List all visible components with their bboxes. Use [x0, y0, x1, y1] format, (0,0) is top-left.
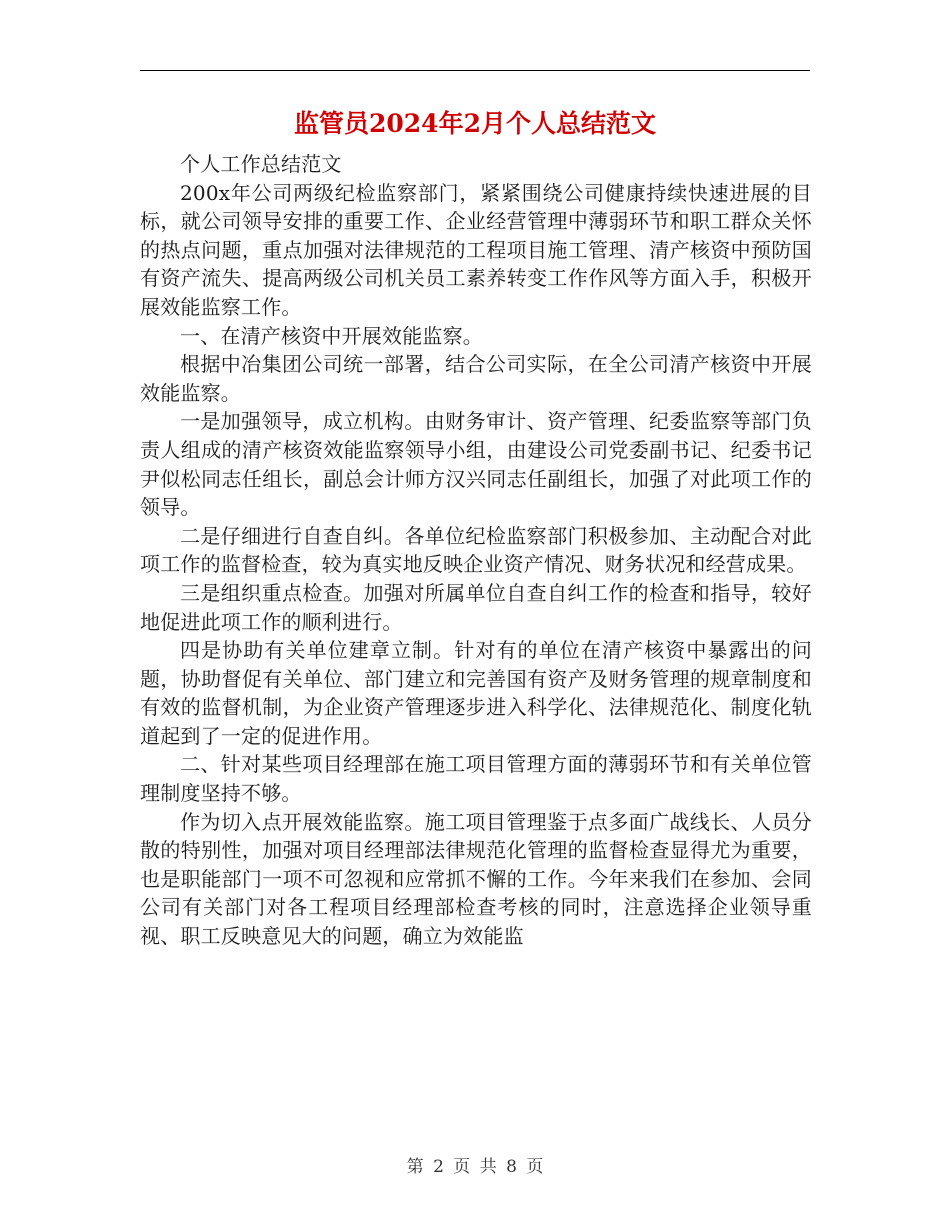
- paragraph-heading-2: 二、针对某些项目经理部在施工项目管理方面的薄弱环节和有关单位管理制度坚持不够。: [140, 752, 812, 806]
- paragraph: 三是组织重点检查。加强对所属单位自查自纠工作的检查和指导，较好地促进此项工作的顺利进行。: [140, 580, 812, 634]
- paragraph: 根据中冶集团公司统一部署，结合公司实际，在全公司清产核资中开展效能监察。: [140, 352, 812, 405]
- document-title: 监管员2024年2月个人总结范文: [294, 109, 656, 138]
- page-number-footer: 第 2 页 共 8 页: [406, 1157, 544, 1177]
- paragraph-subtitle: 个人工作总结范文: [180, 152, 342, 176]
- paragraph-intro: 200x年公司两级纪检监察部门，紧紧围绕公司健康持续快速进展的目标，就公司领导安排的重要工作、企业经营管理中薄弱环节和职工群众关怀的热点问题，重点加强对法律规范的工程项目施工管理、清产核资中预防国有资产流失、提高两级公司机关员工素养转变工作作风等方面入手，积极开展效能监察工作。: [140, 180, 812, 319]
- paragraph-heading-1: 一、在清产核资中开展效能监察。: [180, 323, 483, 348]
- paragraph: 作为切入点开展效能监察。施工项目管理鉴于点多面广战线长、人员分散的特别性，加强对项目经理部法律规范化管理的监督检查显得尤为重要，也是职能部门一项不可忽视和应常抓不懈的工作。今年来我们在参加、会同公司有关部门对各工程项目经理部检查考核的同时，注意选择企业领导重视、职工反映意见大的问题，确立为效能监: [140, 809, 812, 949]
- paragraph: 四是协助有关单位建章立制。针对有的单位在清产核资中暴露出的问题，协助督促有关单位、部门建立和完善国有资产及财务管理的规章制度和有效的监督机制，为企业资产管理逐步进入科学化、法律规范化、制度化轨道起到了一定的促进作用。: [140, 638, 812, 748]
- header-rule: [140, 70, 810, 71]
- paragraph: 一是加强领导，成立机构。由财务审计、资产管理、纪委监察等部门负责人组成的清产核资效能监察领导小组，由建设公司党委副书记、纪委书记尹似松同志任组长，副总会计师方汉兴同志任副组长，加强了对此项工作的领导。: [140, 409, 812, 520]
- document-body: [140, 150, 812, 951]
- paragraph: 二是仔细进行自查自纠。各单位纪检监察部门积极参加、主动配合对此项工作的监督检查，较为真实地反映企业资产情况、财务状况和经营成果。: [140, 523, 812, 577]
